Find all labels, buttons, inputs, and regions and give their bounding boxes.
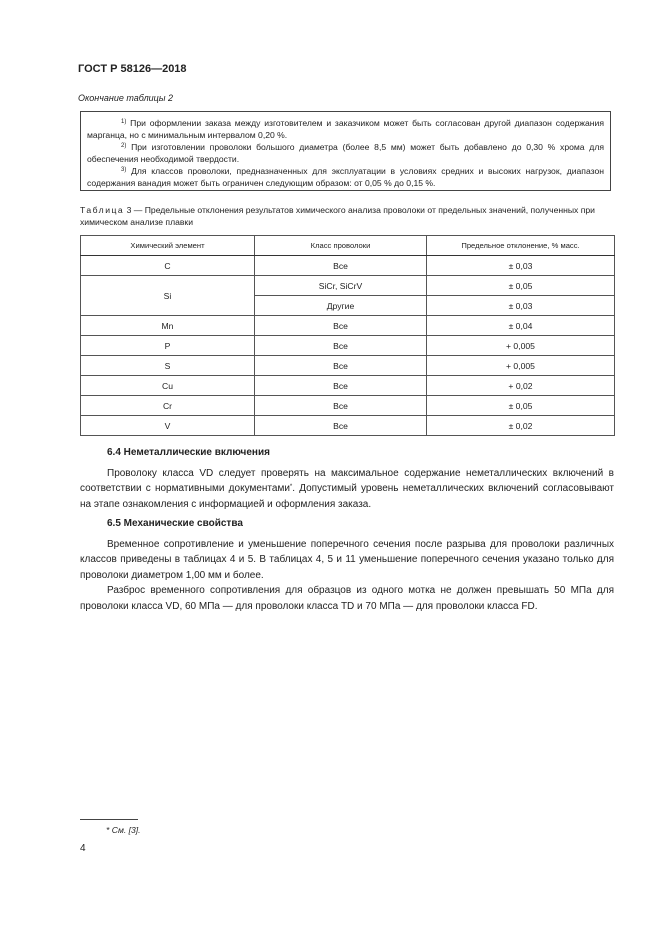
- cell-class: Все: [255, 356, 427, 376]
- cell-class: Все: [255, 336, 427, 356]
- header-class: Класс проволоки: [255, 236, 427, 256]
- paragraph: Разброс временного сопротивления для образцов из одного мотка не должен превышать 50 МПа для проволоки класса VD, 60 МПа — для проволоки класса TD и 70 МПа — для проволоки класса FD.: [80, 585, 614, 612]
- paragraph: Проволоку класса VD следует проверять на максимальное содержание неметаллических включений в соответствии с нормативными документами*. Допустимый уровень неметаллических включений согласовывают на этапе ознакомления с информацией и оформления заказа.: [80, 468, 614, 510]
- cell-deviation: ± 0,03: [427, 296, 615, 316]
- section-heading-6-4: 6.4 Неметаллические включения: [107, 447, 270, 458]
- footnote-ref: *: [289, 484, 293, 491]
- cell-class: Другие: [255, 296, 427, 316]
- table3-caption: Таблица 3 — Предельные отклонения результатов химического анализа проволоки от предельных значений, полученных при химическом анализе плавки: [80, 205, 595, 227]
- cell-element: Cr: [81, 396, 255, 416]
- section-heading-6-5: 6.5 Механические свойства: [107, 518, 243, 529]
- cell-class: Все: [255, 316, 427, 336]
- document-header: ГОСТ Р 58126—2018: [78, 63, 187, 75]
- cell-element: S: [81, 356, 255, 376]
- header-element: Химический элемент: [81, 236, 255, 256]
- cell-class: Все: [255, 376, 427, 396]
- note-3: $^{3)}$ Для классов проволоки, предназначенных для эксплуатации в условиях средних и высоких нагрузок, диапазон содержания ванадия может быть ограничен следующим образом: от 0,05 % до 0,15 %.: [87, 166, 604, 189]
- cell-element: P: [81, 336, 255, 356]
- page-number: 4: [80, 843, 86, 854]
- cell-deviation: ± 0,04: [427, 316, 615, 336]
- cell-class: Все: [255, 256, 427, 276]
- header-deviation: Предельное отклонение, % масс.: [427, 236, 615, 256]
- cell-element: Cu: [81, 376, 255, 396]
- cell-class: Все: [255, 396, 427, 416]
- paragraph: Временное сопротивление и уменьшение поперечного сечения после разрыва для проволоки различных классов приведены в таблицах 4 и 5. В таблицах 4, 5 и 11 уменьшение поперечного сечения указано только для проволоки диаметром 1,00 мм и более.: [80, 539, 614, 581]
- cell-element: C: [81, 256, 255, 276]
- table-row: [81, 276, 615, 296]
- footnote-divider: [80, 819, 138, 820]
- cell-class: SiCr, SiCrV: [255, 276, 427, 296]
- cell-element: V: [81, 416, 255, 436]
- cell-deviation: ± 0,02: [427, 416, 615, 436]
- cell-deviation: + 0,02: [427, 376, 615, 396]
- footnote: * См. [3].: [106, 825, 141, 835]
- table-row: [81, 396, 615, 416]
- cell-class: Все: [255, 416, 427, 436]
- table-row: [81, 356, 615, 376]
- table3: [80, 235, 615, 436]
- cell-deviation: ± 0,05: [427, 276, 615, 296]
- note-2: $^{2)}$ При изготовлении проволоки большого диаметра (более 8,5 мм) может быть добавлено до 0,30 % хрома для обеспечения необходимой твердости.: [87, 142, 604, 165]
- table-row: [81, 316, 615, 336]
- section-6-4-text: [80, 466, 614, 512]
- table2-notes-box: [80, 111, 611, 191]
- table-header-row: [81, 236, 615, 256]
- table-row: [81, 376, 615, 396]
- table-row: [81, 336, 615, 356]
- table-continuation-label: Окончание таблицы 2: [78, 93, 173, 103]
- table-row: [81, 256, 615, 276]
- note-1: $^{1)}$ При оформлении заказа между изготовителем и заказчиком может быть согласован другой диапазон содержания марганца, но с минимальным интервалом 0,20 %.: [87, 118, 604, 141]
- cell-deviation: ± 0,05: [427, 396, 615, 416]
- cell-deviation: ± 0,03: [427, 256, 615, 276]
- cell-element: Si: [81, 276, 255, 316]
- cell-deviation: + 0,005: [427, 356, 615, 376]
- table-row: [81, 416, 615, 436]
- cell-deviation: + 0,005: [427, 336, 615, 356]
- section-6-5-text: [80, 537, 614, 614]
- cell-element: Mn: [81, 316, 255, 336]
